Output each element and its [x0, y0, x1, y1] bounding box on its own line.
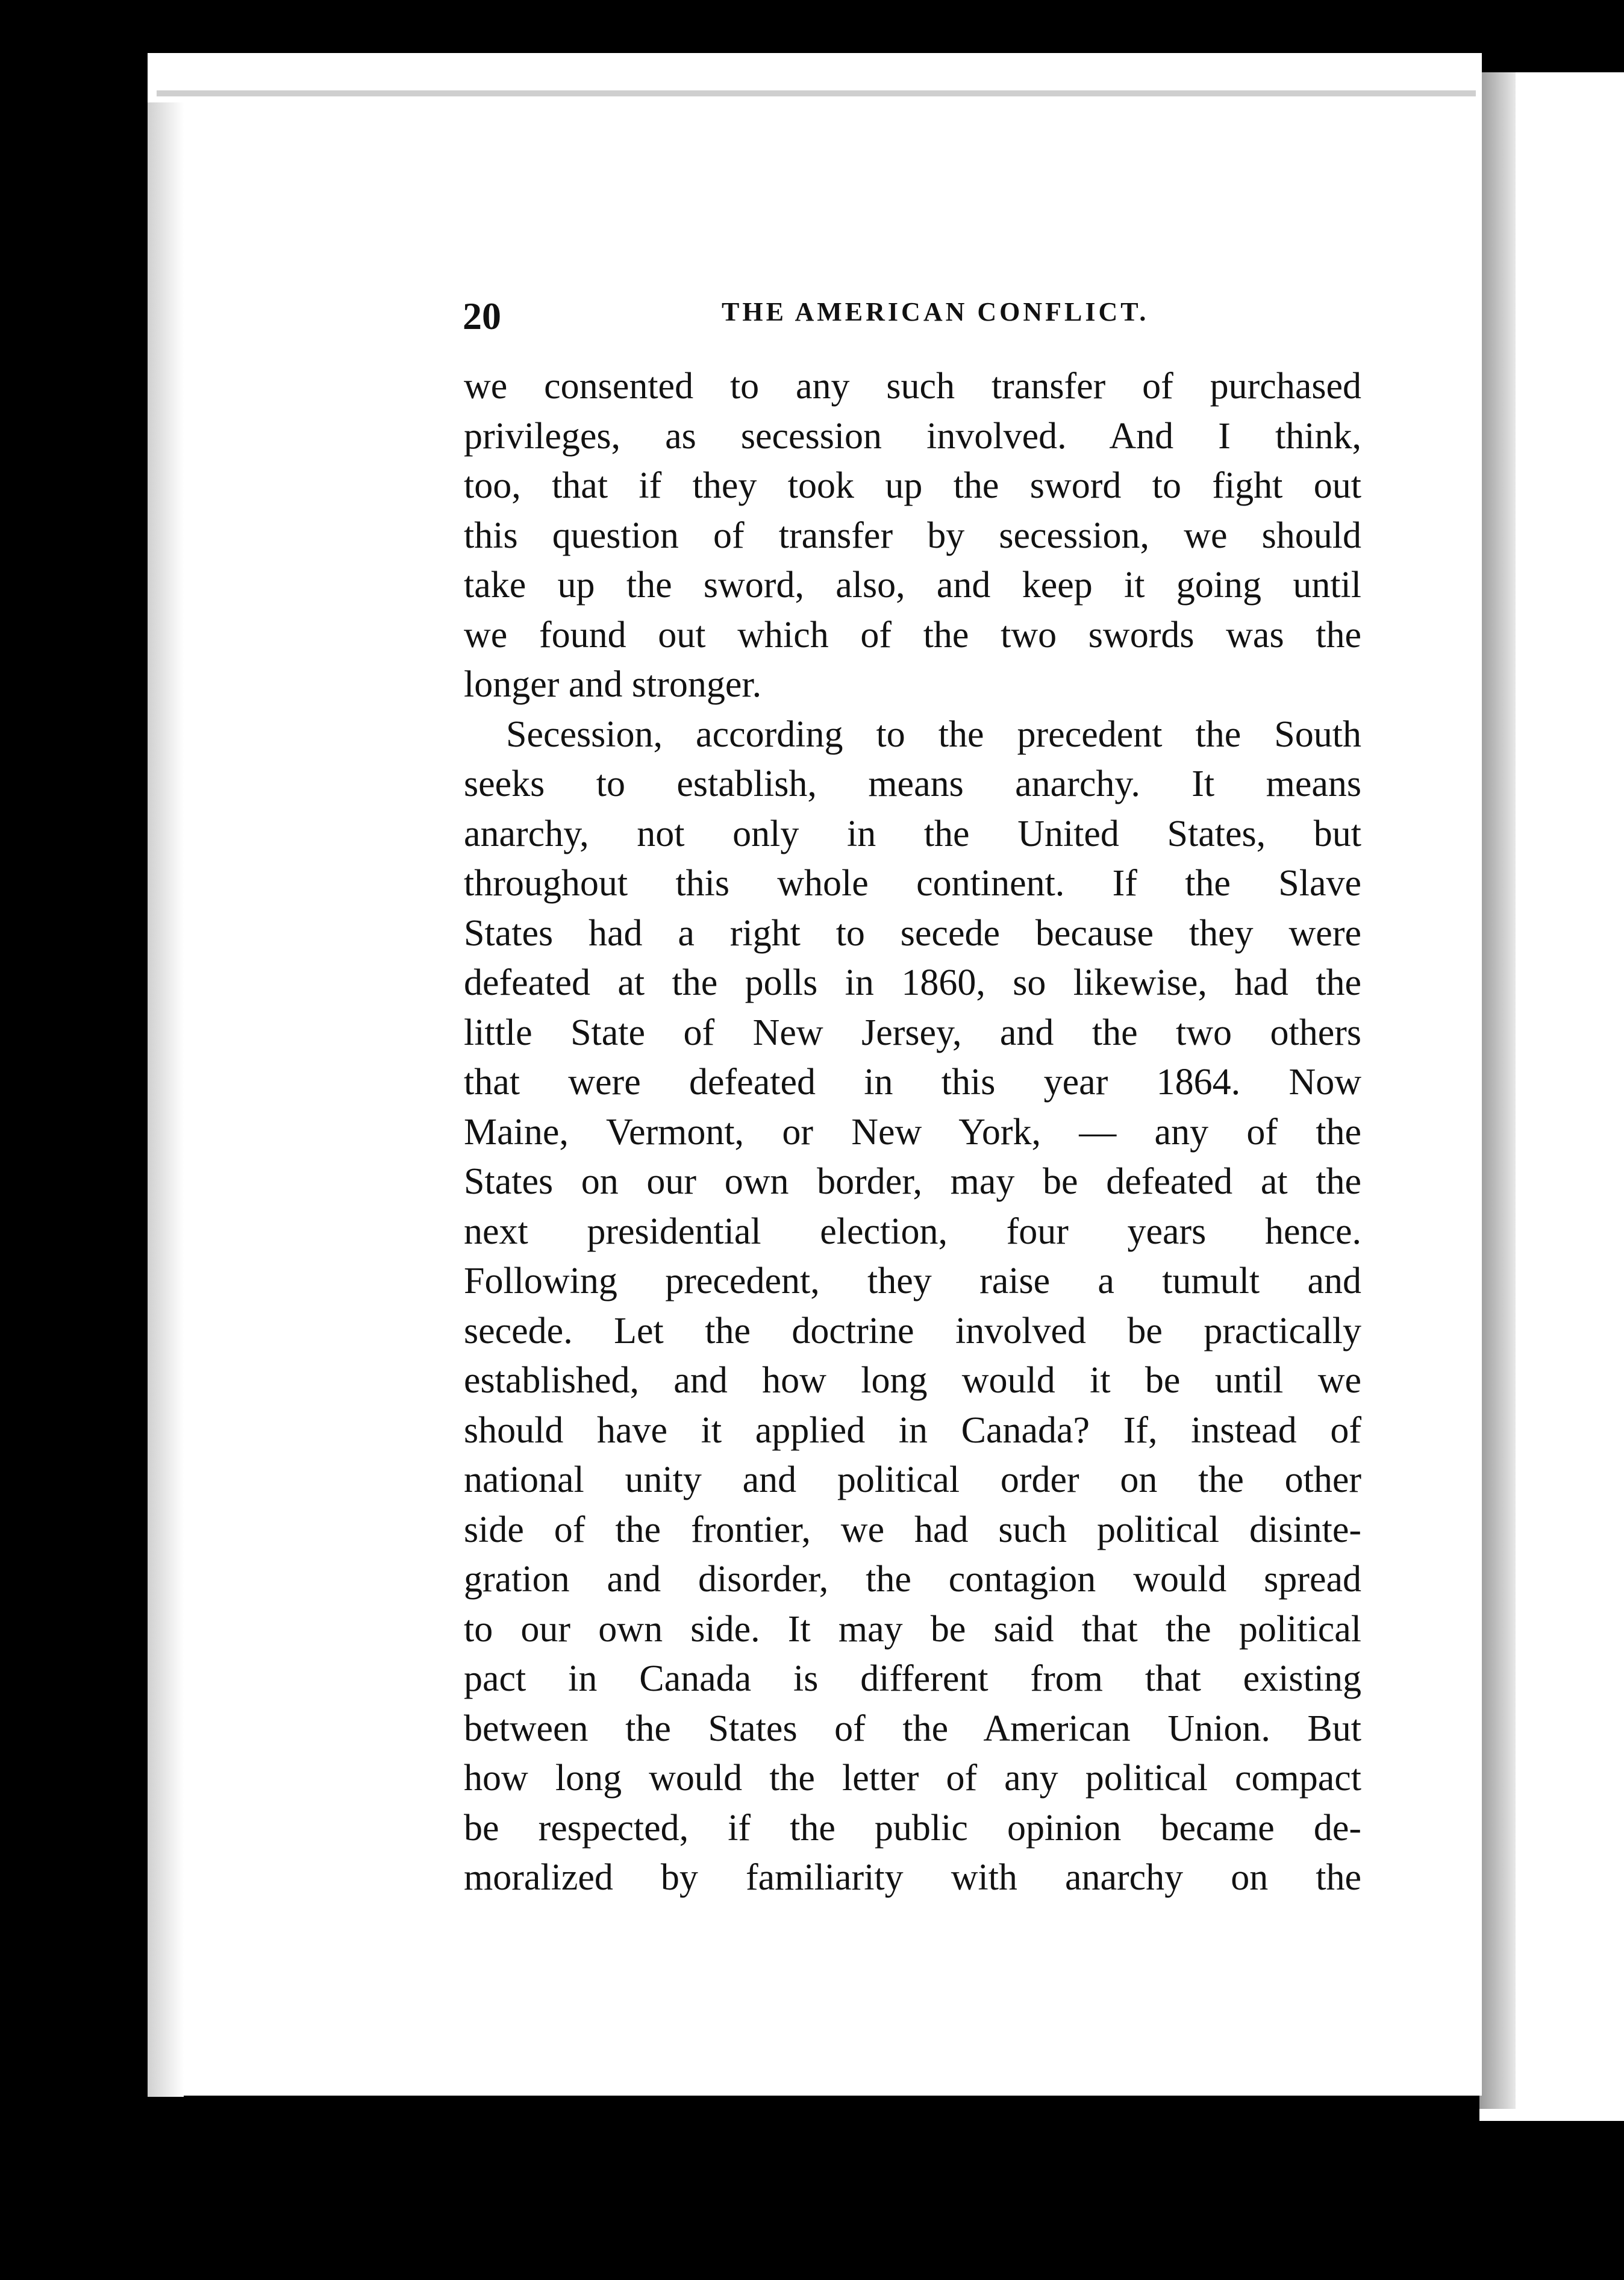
text-line: little State of New Jersey, and the two others: [464, 1012, 1361, 1053]
body-text: [464, 362, 1361, 1903]
text-line: we consented to any such transfer of purchased: [464, 366, 1361, 407]
text-line: to our own side. It may be said that the political: [464, 1608, 1361, 1650]
text-line: defeated at the polls in 1860, so likewise, had the: [464, 962, 1361, 1003]
text-line: gration and disorder, the contagion would spread: [464, 1559, 1361, 1600]
text-line: States on our own border, may be defeated at the: [464, 1161, 1361, 1202]
text-line: established, and how long would it be until we: [464, 1360, 1361, 1401]
text-line: seeks to establish, means anarchy. It means: [464, 763, 1361, 804]
text-line: throughout this whole continent. If the Slave: [464, 863, 1361, 904]
text-line: between the States of the American Union. But: [464, 1708, 1361, 1749]
text-line: be respected, if the public opinion became de-: [464, 1807, 1361, 1849]
text-line: secede. Let the doctrine involved be practically: [464, 1310, 1361, 1351]
text-line: privileges, as secession involved. And I think,: [464, 415, 1361, 457]
text-line: Following precedent, they raise a tumult and: [464, 1261, 1361, 1301]
text-line: how long would the letter of any political compact: [464, 1758, 1361, 1799]
text-line: States had a right to secede because they were: [464, 912, 1361, 954]
text-line: this question of transfer by secession, we should: [464, 515, 1361, 556]
page-top-edge: [157, 90, 1476, 96]
text-line: Maine, Vermont, or New York, — any of the: [464, 1111, 1361, 1153]
text-line: should have it applied in Canada? If, instead of: [464, 1409, 1361, 1451]
text-line: we found out which of the two swords was the: [464, 614, 1361, 656]
text-line: national unity and political order on the other: [464, 1459, 1361, 1500]
text-line: next presidential election, four years hence.: [464, 1210, 1361, 1252]
text-line: too, that if they took up the sword to fight out: [464, 465, 1361, 506]
page-header: [463, 283, 1384, 337]
book-gutter-shadow: [1479, 72, 1516, 2109]
text-line: pact in Canada is different from that existing: [464, 1658, 1361, 1699]
text-line: anarchy, not only in the United States, but: [464, 813, 1361, 854]
text-line: Secession, according to the precedent the South: [506, 713, 1361, 755]
page-edge-shadow: [148, 102, 184, 2097]
running-head: THE AMERICAN CONFLICT.: [722, 297, 1149, 327]
text-line: take up the sword, also, and keep it going until: [464, 565, 1361, 606]
text-line: moralized by familiarity with anarchy on the: [464, 1857, 1361, 1898]
text-line: side of the frontier, we had such political disinte-: [464, 1509, 1361, 1550]
text-line: longer and stronger.: [464, 664, 762, 705]
page-number: 20: [463, 295, 501, 337]
text-line: that were defeated in this year 1864. Now: [464, 1062, 1361, 1103]
